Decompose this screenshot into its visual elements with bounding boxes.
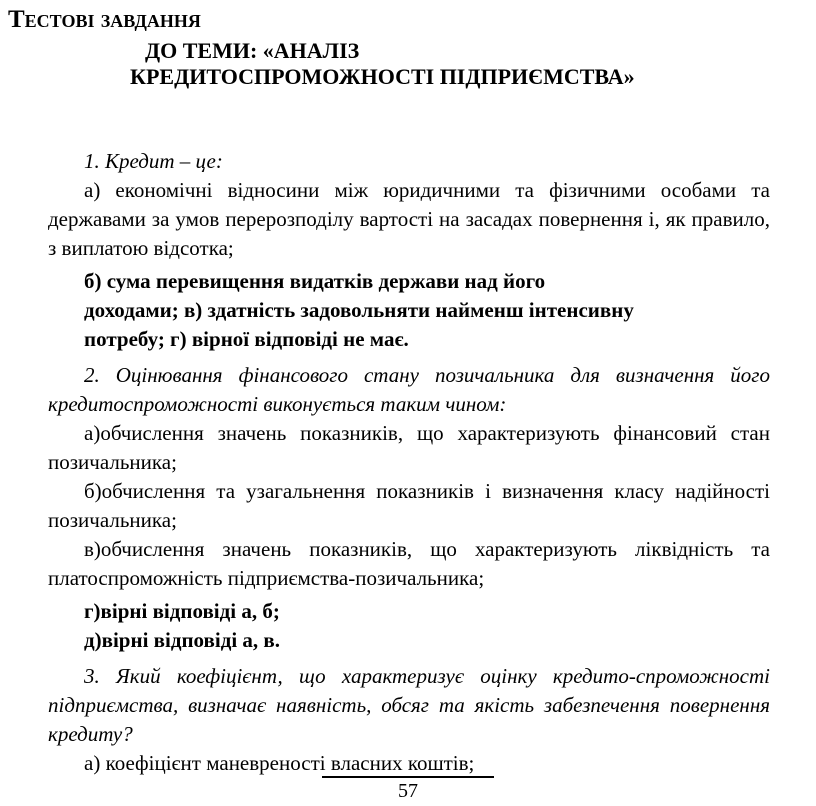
document-subtitle-line2: КРЕДИТОСПРОМОЖНОСТІ ПІДПРИЄМСТВА»	[130, 64, 635, 90]
footer-divider	[322, 776, 494, 778]
question-2-answer-g: г)вірні відповіді а, б;	[84, 598, 280, 623]
question-1-answer-v: доходами; в) здатність задовольняти найменш інтенсивну	[84, 298, 634, 322]
question-3-prompt: 3. Який коефіцієнт, що характеризує оцінку кредито-спроможності підприємства, визначає наявність, обсяг та якість забезпечення повернення кредиту?	[48, 663, 770, 746]
question-2-answer-b: б)обчислення та узагальнення показників і визначення класу надійності позичальника;	[48, 478, 770, 532]
page-footer	[0, 776, 816, 802]
question-1-prompt: 1. Кредит – це:	[84, 149, 223, 174]
question-3	[48, 662, 770, 778]
question-1-answer-g: потребу; г) вірної відповіді не має.	[84, 326, 409, 351]
question-2-prompt: 2. Оцінювання фінансового стану позичальника для визначення його кредитоспроможності виконується таким чином:	[48, 362, 770, 416]
document-title: Тестові завдання	[8, 6, 201, 33]
question-2-answer-a: а)обчислення значень показників, що характеризують фінансовий стан позичальника;	[48, 420, 770, 474]
question-2	[48, 361, 770, 655]
question-3-answer-a: а) коефіцієнт маневреності власних коштів;	[84, 750, 475, 775]
question-1-answer-a: а) економічні відносини між юридичними та фізичними особами та державами за умов перерозподілу вартості на засадах повернення і, як правило, з виплатою відсотка;	[48, 178, 770, 261]
page-number: 57	[398, 780, 418, 802]
question-1	[48, 147, 770, 354]
document-subtitle-line1: ДО ТЕМИ: «АНАЛІЗ	[145, 37, 360, 63]
question-2-answer-v: в)обчислення значень показників, що характеризують ліквідність та платоспроможність підприємства-позичальника;	[48, 536, 770, 590]
question-2-answer-d: д)вірні відповіді а, в.	[84, 627, 281, 652]
question-1-answer-b: б) сума перевищення видатків держави над його	[84, 269, 546, 294]
